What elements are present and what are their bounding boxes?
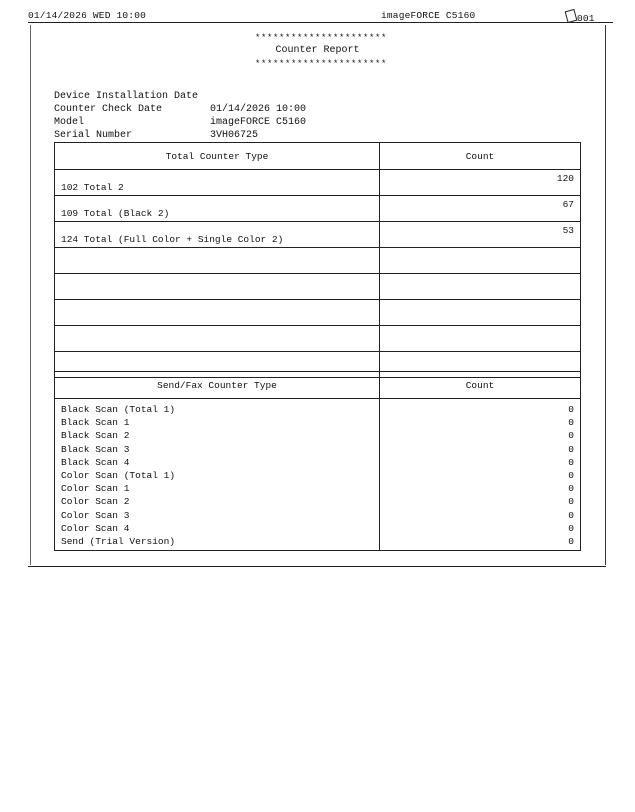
fax-header-model: imageFORCE C5160 [381,10,476,21]
title-stars-bottom: ********************** [255,59,388,69]
counter-type [55,326,380,352]
list-item: Black Scan 1 [61,417,130,429]
list-item-count: 0 [568,522,574,534]
list-item: Black Scan 2 [61,430,130,442]
info-label: Device Installation Date [54,91,199,102]
info-value: imageFORCE C5160 [210,117,307,128]
list-item-count: 0 [568,417,574,429]
counter-count [380,274,581,300]
info-value: 3VH06725 [210,130,259,141]
list-item-count: 0 [568,456,574,468]
total-counter-table [54,142,581,378]
counter-type: 124 Total (Full Color + Single Color 2) [55,222,380,248]
counter-count: 53 [380,222,581,248]
table-row [55,170,581,196]
table-row [55,326,581,352]
info-label: Model [54,117,85,128]
list-item-count: 0 [568,509,574,521]
info-value: 01/14/2026 10:00 [210,104,307,115]
counter-count [380,326,581,352]
table-body-row [55,399,581,551]
list-item: Color Scan 4 [61,522,130,534]
list-item: Color Scan (Total 1) [61,469,176,481]
info-row-installation-date [54,90,210,103]
table-row [55,222,581,248]
fax-page-number: 001 [577,13,595,24]
report-bottom-rule [28,566,606,567]
counter-count: 67 [380,196,581,222]
info-label: Counter Check Date [54,104,163,115]
list-item: Color Scan 2 [61,496,130,508]
column-header-type: Total Counter Type [55,143,380,170]
counter-type [55,300,380,326]
table-row [55,274,581,300]
list-item-count: 0 [568,404,574,415]
list-item: Color Scan 1 [61,483,130,495]
list-item-count: 0 [568,469,574,481]
counter-count: 120 [380,170,581,196]
page-icon [565,9,578,23]
column-header-count: Count [380,372,581,399]
info-row-check-date [54,103,306,116]
counter-count [380,248,581,274]
table-row [55,300,581,326]
table-header-row [55,372,581,399]
table-row [55,196,581,222]
list-item-count: 0 [568,496,574,508]
list-item: Black Scan 4 [61,456,130,468]
list-item-count: 0 [568,443,574,455]
counter-type: 102 Total 2 [55,170,380,196]
counter-count [380,300,581,326]
counter-type [55,274,380,300]
table-row [55,248,581,274]
fax-header-rule [28,22,613,23]
list-item: Color Scan 3 [61,509,130,521]
counter-type: 109 Total (Black 2) [55,196,380,222]
info-label: Serial Number [54,130,133,141]
list-item: Black Scan 3 [61,443,130,455]
title-stars-top: ********************** [255,33,388,43]
list-item-count: 0 [568,535,574,547]
list-item-count: 0 [568,430,574,442]
info-row-model [54,116,306,129]
list-item: Black Scan (Total 1) [61,404,176,415]
column-header-count: Count [380,143,581,170]
column-header-type: Send/Fax Counter Type [55,372,380,399]
list-item: Send (Trial Version) [61,535,176,547]
counter-type [55,248,380,274]
send-fax-counter-table [54,371,581,551]
table-header-row [55,143,581,170]
list-item-count: 0 [568,483,574,495]
info-row-serial [54,129,258,142]
report-title: Counter Report [275,45,360,56]
send-fax-count-list [380,399,581,551]
fax-header-datetime: 01/14/2026 WED 10:00 [28,10,147,21]
send-fax-type-list [55,399,380,551]
